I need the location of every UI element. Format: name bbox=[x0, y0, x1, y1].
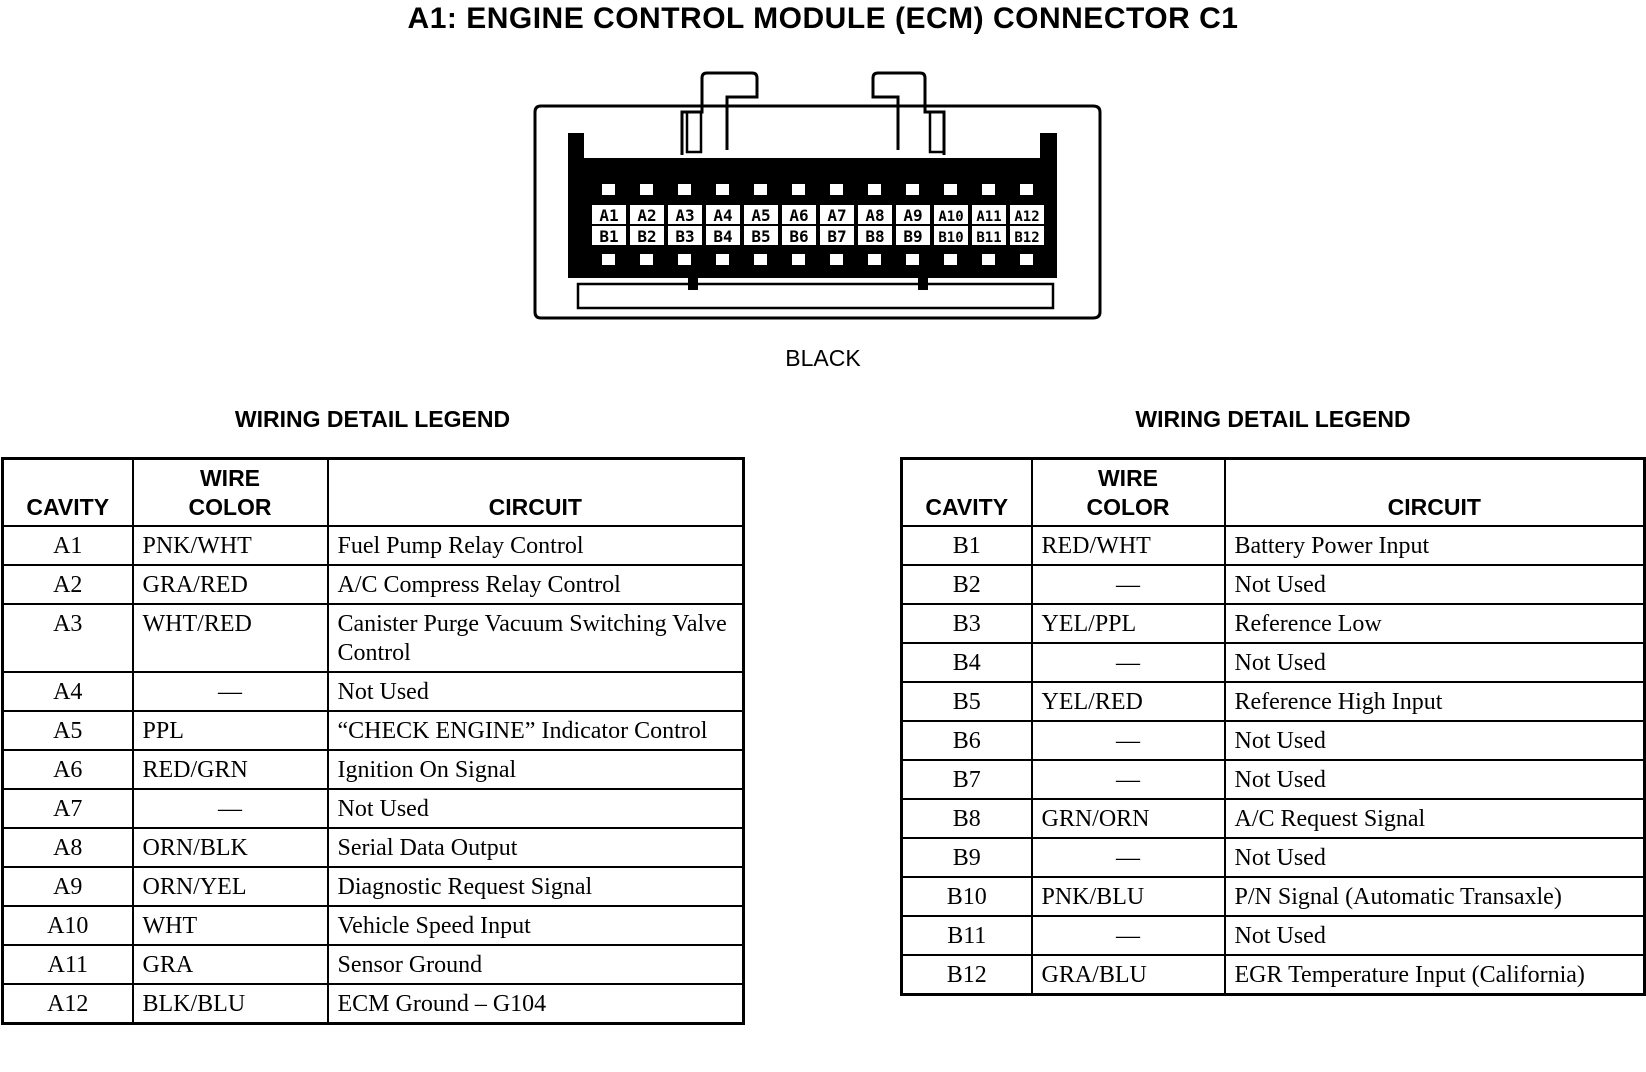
circuit-cell: Canister Purge Vacuum Switching Valve Control bbox=[328, 604, 744, 672]
left-legend-title: WIRING DETAIL LEGEND bbox=[234, 406, 511, 432]
wire-color-cell: YEL/RED bbox=[1032, 682, 1225, 721]
wire-color-header bbox=[1032, 459, 1225, 527]
wire-color-cell: ORN/BLK bbox=[133, 828, 328, 867]
table-row bbox=[3, 750, 744, 789]
cavity-cell: A6 bbox=[3, 750, 133, 789]
pin-label: A12 bbox=[1014, 209, 1040, 225]
circuit-cell: Not Used bbox=[1225, 760, 1645, 799]
pin-label: A1 bbox=[599, 206, 619, 225]
cavity-cell: B1 bbox=[902, 526, 1032, 565]
cavity-cell: B3 bbox=[902, 604, 1032, 643]
table-row bbox=[902, 838, 1645, 877]
cavity-cell: B8 bbox=[902, 799, 1032, 838]
pin-slot bbox=[754, 184, 767, 195]
right-latch bbox=[873, 73, 944, 155]
pin-label: A7 bbox=[827, 206, 847, 225]
pin-slot bbox=[602, 254, 615, 265]
left-latch-tab bbox=[687, 112, 701, 152]
circuit-cell: Fuel Pump Relay Control bbox=[328, 526, 744, 565]
pin-label: A9 bbox=[903, 206, 923, 225]
wire-header-line1: WIRE bbox=[199, 465, 261, 491]
wire-color-cell: — bbox=[133, 672, 328, 711]
table-row bbox=[902, 916, 1645, 955]
wire-color-cell: RED/GRN bbox=[133, 750, 328, 789]
cavity-header: CAVITY bbox=[902, 459, 1032, 527]
pin-slot bbox=[906, 254, 919, 265]
pin-label: A8 bbox=[865, 206, 885, 225]
pin-slot bbox=[678, 184, 691, 195]
page-title: A1: ENGINE CONTROL MODULE (ECM) CONNECTOR C1 bbox=[407, 2, 1239, 35]
circuit-cell: Sensor Ground bbox=[328, 945, 744, 984]
right-legend-title: WIRING DETAIL LEGEND bbox=[1135, 406, 1411, 432]
pin-slot bbox=[640, 184, 653, 195]
pin-slot bbox=[944, 184, 957, 195]
cavity-cell: A10 bbox=[3, 906, 133, 945]
pin-slot bbox=[906, 184, 919, 195]
circuit-cell: Vehicle Speed Input bbox=[328, 906, 744, 945]
left-latch bbox=[682, 73, 757, 155]
pin-label: B4 bbox=[713, 227, 733, 246]
table-row bbox=[3, 526, 744, 565]
cavity-cell: A5 bbox=[3, 711, 133, 750]
wire-color-header bbox=[133, 459, 328, 527]
connector-color-label: BLACK bbox=[785, 345, 861, 371]
pin-label: A3 bbox=[675, 206, 695, 225]
wire-color-cell: — bbox=[1032, 760, 1225, 799]
table-row bbox=[902, 604, 1645, 643]
circuit-cell: Not Used bbox=[1225, 643, 1645, 682]
pin-label: B11 bbox=[976, 230, 1002, 246]
pin-label: A10 bbox=[938, 209, 964, 225]
circuit-cell: Not Used bbox=[1225, 838, 1645, 877]
pin-label: B1 bbox=[599, 227, 619, 246]
table-row bbox=[3, 828, 744, 867]
pin-label: A4 bbox=[713, 206, 733, 225]
cavity-cell: A11 bbox=[3, 945, 133, 984]
wire-color-cell: GRA/RED bbox=[133, 565, 328, 604]
pin-slot bbox=[1020, 184, 1033, 195]
table-row bbox=[3, 906, 744, 945]
circuit-header: CIRCUIT bbox=[1225, 459, 1645, 527]
circuit-cell: Reference High Input bbox=[1225, 682, 1645, 721]
wire-header-line2: COLOR bbox=[188, 494, 272, 520]
pin-slot bbox=[754, 254, 767, 265]
pin-label: B7 bbox=[827, 227, 847, 246]
wire-color-cell: YEL/PPL bbox=[1032, 604, 1225, 643]
cavity-cell: A12 bbox=[3, 984, 133, 1024]
pin-label: B10 bbox=[938, 230, 964, 246]
wire-color-cell: ORN/YEL bbox=[133, 867, 328, 906]
cavity-cell: B5 bbox=[902, 682, 1032, 721]
wire-color-cell: — bbox=[1032, 565, 1225, 604]
cavity-cell: B12 bbox=[902, 955, 1032, 995]
wire-color-cell: BLK/BLU bbox=[133, 984, 328, 1024]
pin-label: A11 bbox=[976, 209, 1002, 225]
pin-label: B12 bbox=[1014, 230, 1040, 246]
wire-color-cell: — bbox=[133, 789, 328, 828]
wire-color-cell: RED/WHT bbox=[1032, 526, 1225, 565]
circuit-cell: P/N Signal (Automatic Transaxle) bbox=[1225, 877, 1645, 916]
cavity-cell: B6 bbox=[902, 721, 1032, 760]
circuit-cell: A/C Request Signal bbox=[1225, 799, 1645, 838]
circuit-cell: Not Used bbox=[328, 789, 744, 828]
wire-color-cell: GRN/ORN bbox=[1032, 799, 1225, 838]
wire-header-line1: WIRE bbox=[1097, 465, 1159, 491]
wire-color-cell: WHT bbox=[133, 906, 328, 945]
pin-slot bbox=[640, 254, 653, 265]
cavity-header: CAVITY bbox=[3, 459, 133, 527]
pin-label: B3 bbox=[675, 227, 695, 246]
table-row bbox=[902, 682, 1645, 721]
wire-color-cell: GRA/BLU bbox=[1032, 955, 1225, 995]
pin-slot bbox=[792, 254, 805, 265]
cavity-cell: A4 bbox=[3, 672, 133, 711]
pin-slot bbox=[982, 184, 995, 195]
pin-label: B2 bbox=[637, 227, 657, 246]
cavity-cell: B7 bbox=[902, 760, 1032, 799]
table-row bbox=[3, 984, 744, 1024]
cavity-cell: B2 bbox=[902, 565, 1032, 604]
cavity-cell: A7 bbox=[3, 789, 133, 828]
circuit-cell: EGR Temperature Input (California) bbox=[1225, 955, 1645, 995]
wire-color-cell: PPL bbox=[133, 711, 328, 750]
circuit-cell: Serial Data Output bbox=[328, 828, 744, 867]
cavity-cell: A3 bbox=[3, 604, 133, 672]
circuit-cell: Battery Power Input bbox=[1225, 526, 1645, 565]
cavity-cell: A8 bbox=[3, 828, 133, 867]
table-row bbox=[902, 955, 1645, 995]
table-row bbox=[902, 526, 1645, 565]
pin-label: B8 bbox=[865, 227, 885, 246]
left-wiring-table bbox=[1, 457, 745, 1025]
circuit-cell: Not Used bbox=[1225, 916, 1645, 955]
table-row bbox=[3, 565, 744, 604]
circuit-cell: Diagnostic Request Signal bbox=[328, 867, 744, 906]
wire-color-cell: PNK/WHT bbox=[133, 526, 328, 565]
table-header-row bbox=[3, 459, 744, 527]
pin-label: B9 bbox=[903, 227, 923, 246]
table-row bbox=[902, 760, 1645, 799]
pin-slot bbox=[1020, 254, 1033, 265]
pin-label: A6 bbox=[789, 206, 809, 225]
table-row bbox=[902, 643, 1645, 682]
table-row bbox=[3, 945, 744, 984]
table-row bbox=[3, 672, 744, 711]
connector-diagram bbox=[0, 0, 1646, 340]
table-row bbox=[3, 789, 744, 828]
wire-color-cell: GRA bbox=[133, 945, 328, 984]
connector-bottom-bar bbox=[578, 284, 1053, 308]
circuit-cell: Not Used bbox=[1225, 721, 1645, 760]
wire-color-cell: WHT/RED bbox=[133, 604, 328, 672]
table-row bbox=[3, 604, 744, 672]
circuit-cell: Reference Low bbox=[1225, 604, 1645, 643]
pin-slot bbox=[716, 184, 729, 195]
wire-color-cell: — bbox=[1032, 643, 1225, 682]
pin-slot bbox=[830, 254, 843, 265]
wire-color-cell: — bbox=[1032, 721, 1225, 760]
pin-label: B6 bbox=[789, 227, 809, 246]
pin-label: A2 bbox=[637, 206, 657, 225]
cavity-cell: B10 bbox=[902, 877, 1032, 916]
table-row bbox=[3, 867, 744, 906]
wire-header-line2: COLOR bbox=[1086, 494, 1170, 520]
wire-color-cell: — bbox=[1032, 916, 1225, 955]
pin-slot bbox=[716, 254, 729, 265]
wire-color-cell: PNK/BLU bbox=[1032, 877, 1225, 916]
pin-slot bbox=[830, 184, 843, 195]
circuit-cell: Not Used bbox=[328, 672, 744, 711]
cavity-cell: A2 bbox=[3, 565, 133, 604]
pin-slot bbox=[678, 254, 691, 265]
pin-slot bbox=[868, 184, 881, 195]
wire-color-cell: — bbox=[1032, 838, 1225, 877]
circuit-cell: A/C Compress Relay Control bbox=[328, 565, 744, 604]
table-row bbox=[3, 711, 744, 750]
circuit-header: CIRCUIT bbox=[328, 459, 744, 527]
cavity-cell: A1 bbox=[3, 526, 133, 565]
table-row bbox=[902, 799, 1645, 838]
pin-label: B5 bbox=[751, 227, 771, 246]
cavity-cell: B9 bbox=[902, 838, 1032, 877]
circuit-cell: Ignition On Signal bbox=[328, 750, 744, 789]
pin-slot bbox=[868, 254, 881, 265]
pin-slot bbox=[792, 184, 805, 195]
table-row bbox=[902, 877, 1645, 916]
circuit-cell: Not Used bbox=[1225, 565, 1645, 604]
pin-label: A5 bbox=[751, 206, 771, 225]
table-row bbox=[902, 721, 1645, 760]
pin-slot bbox=[982, 254, 995, 265]
cavity-cell: B4 bbox=[902, 643, 1032, 682]
cavity-cell: B11 bbox=[902, 916, 1032, 955]
circuit-cell: “CHECK ENGINE” Indicator Control bbox=[328, 711, 744, 750]
table-header-row bbox=[902, 459, 1645, 527]
pin-slot bbox=[602, 184, 615, 195]
table-row bbox=[902, 565, 1645, 604]
circuit-cell: ECM Ground – G104 bbox=[328, 984, 744, 1024]
cavity-cell: A9 bbox=[3, 867, 133, 906]
right-latch-tab bbox=[930, 112, 944, 152]
pin-slot bbox=[944, 254, 957, 265]
right-wiring-table bbox=[900, 457, 1646, 996]
